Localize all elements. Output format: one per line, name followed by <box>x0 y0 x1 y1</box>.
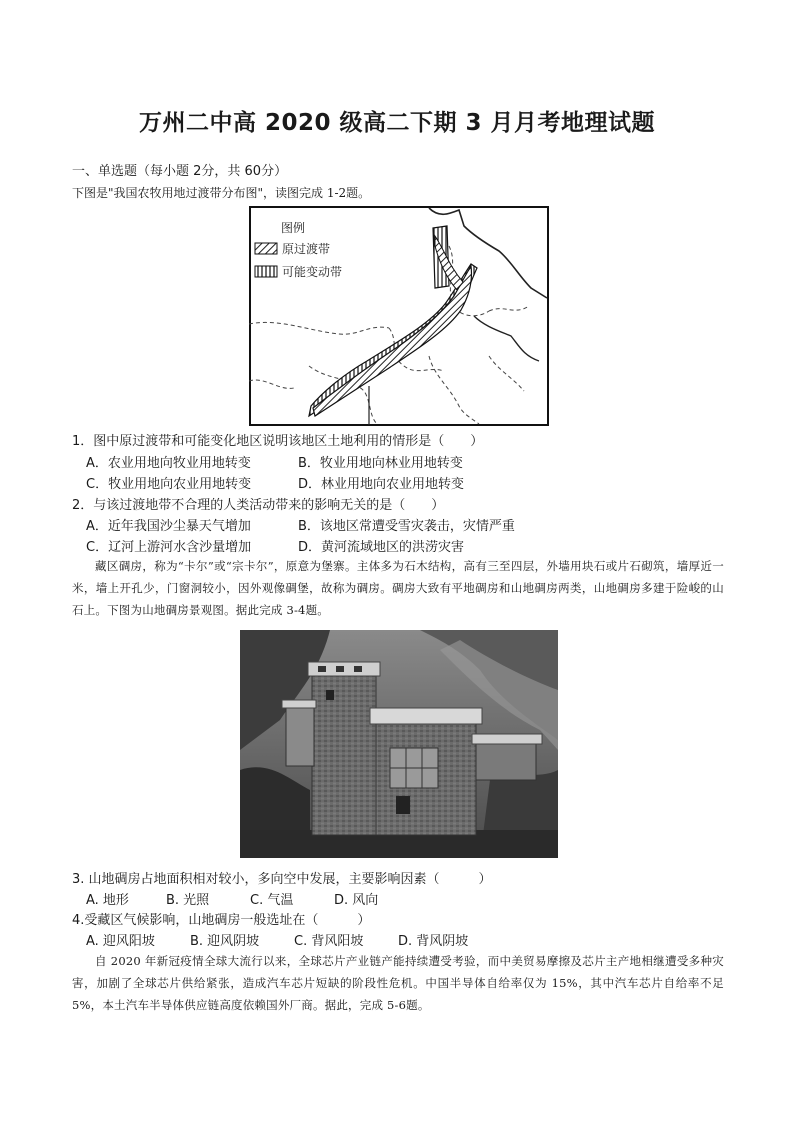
q3-option-d: D. 风向 <box>334 893 379 908</box>
legend-swatch-possible <box>255 266 277 277</box>
land-transition-map <box>249 206 549 426</box>
q3-option-a: A. 地形 <box>86 893 129 908</box>
q2-stem: 2．与该过渡地带不合理的人类活动带来的影响无关的是（ ） <box>72 498 445 513</box>
passage-stone-house: 藏区碉房，称为“卡尔”或“宗卡尔”，原意为堡寨。主体多为石木结构，高有三至四层，外墙用块石或片石砌筑，墙厚近一米，墙上开孔少，门窗洞较小，因外观像碉堡，故称为碉房。碉房大致有平地碉房和山地碉房两类，山地碉房多建于险峻的山石上。下图为山地碉房景观图。据此完成 3-4题。 <box>72 559 724 617</box>
q1-option-b: B．牧业用地向林业用地转变 <box>298 456 463 471</box>
q4-option-b: B. 迎风阴坡 <box>190 934 260 949</box>
q1-option-c: C．牧业用地向农业用地转变 <box>86 477 252 492</box>
q2-option-c: C．辽河上游河水含沙量增加 <box>86 540 252 555</box>
page-title: 万州二中高 2020 级高二下期 3 月月考地理试题 <box>138 110 656 136</box>
q4-stem: 4.受藏区气候影响，山地碉房一般选址在（ ） <box>72 913 371 928</box>
q4-option-d: D. 背风阴坡 <box>398 934 469 949</box>
photo-graphic <box>240 630 558 858</box>
q3-option-b: B. 光照 <box>166 893 210 908</box>
q3-stem: 3. 山地碉房占地面积相对较小，多向空中发展，主要影响因素（ ） <box>72 872 492 887</box>
q2-option-d: D．黄河流域地区的洪涝灾害 <box>298 540 465 555</box>
legend-label-possible: 可能变动带 <box>282 265 343 279</box>
intro-text-q1-2: 下图是"我国农牧用地过渡带分布图"，读图完成 1-2题。 <box>72 186 371 200</box>
q2-option-a: A．近年我国沙尘暴天气增加 <box>86 519 251 534</box>
q2-option-b: B．该地区常遭受雪灾袭击，灾情严重 <box>298 519 515 534</box>
q1-option-a: A．农业用地向牧业用地转变 <box>86 456 251 471</box>
map-graphic <box>249 206 549 426</box>
legend-label-original: 原过渡带 <box>282 242 331 256</box>
q3-option-c: C. 气温 <box>250 893 294 908</box>
stone-tower-house-photo <box>240 630 558 858</box>
section-heading: 一、单选题（每小题 2分，共 60分） <box>72 164 288 179</box>
legend-swatch-original <box>255 243 277 254</box>
passage-chip-shortage: 自 2020 年新冠疫情全球大流行以来，全球芯片产业链产能持续遭受考验，而中美贸易摩擦及芯片主产地相继遭受多种灾害，加剧了全球芯片供给紧张，造成汽车芯片短缺的阶段性危机。中国半导体自给率仅为 15%，其中汽车芯片自给率不足 5%，本土汽车半导体供应链高度依赖国外厂商。据此，完成 5-6题。 <box>72 954 724 1012</box>
q1-stem: 1．图中原过渡带和可能变化地区说明该地区土地利用的情形是（ ） <box>72 434 484 449</box>
q1-option-d: D．林业用地向农业用地转变 <box>298 477 465 492</box>
q4-option-c: C. 背风阳坡 <box>294 934 364 949</box>
q4-option-a: A. 迎风阳坡 <box>86 934 155 949</box>
legend-title: 图例 <box>281 221 306 235</box>
